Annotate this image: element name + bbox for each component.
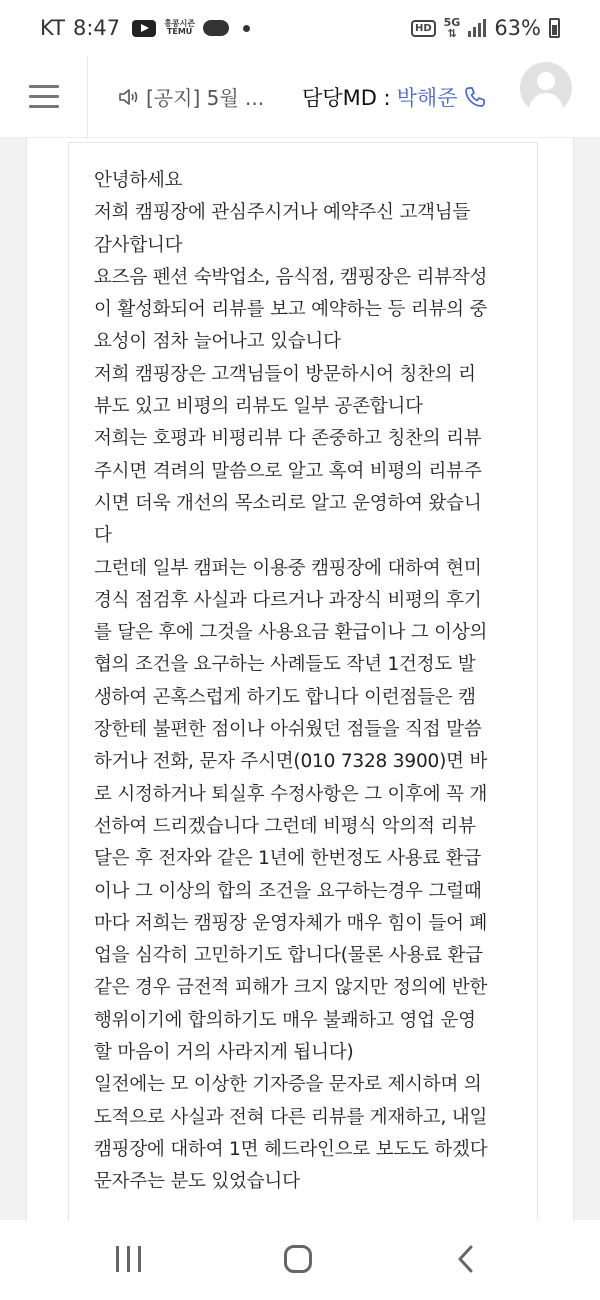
status-right [411,16,560,40]
hd-voice-icon: HD [411,20,436,37]
article-line: 뷰도 있고 비평의 리뷰도 일부 공존합니다 [94,396,423,418]
network-arrows-icon: ⇅ [447,27,457,40]
hamburger-menu-icon[interactable] [0,56,88,138]
article-line: 경식 점검후 사실과 다르거나 과장식 비평의 후기 [94,589,482,611]
temu-icon [164,20,195,36]
article-line: 마다 저희는 캠핑장 운영자체가 매우 힘이 들어 폐 [94,912,488,934]
article-line: 도적으로 사실과 전혀 다른 리뷰를 게재하고, 내일 [94,1106,488,1128]
article-line: 시면 더욱 개선의 목소리로 알고 운영하여 왔습니 [94,492,482,514]
md-name-link[interactable]: 박해준 [396,85,458,110]
article-line: 생하여 곤혹스럽게 하기도 합니다 이런점들은 캠 [94,686,476,708]
article-line: 선하여 드리겠습니다 그런데 비평식 악의적 리뷰 [94,815,476,837]
article-line: 문자주는 분도 있었습니다 [94,1171,300,1193]
carrier-label: KT [40,16,65,40]
article-body [94,165,514,1199]
network-type-label: 5G [443,16,461,29]
temu-icon-line1: 홍콩시즌 [164,19,196,28]
article-line: 같은 경우 금전적 피해가 크지 않지만 정의에 반한 [94,977,488,999]
phone-icon[interactable] [463,85,487,109]
article-line: 장한테 불편한 점이나 아쉬웠던 점들을 직접 말씀 [94,719,482,741]
home-icon[interactable] [284,1245,312,1273]
article-line: 감사합니다 [94,234,183,256]
article-line: 하거나 전화, 문자 주시면(010 7328 3900)면 바 [94,751,488,773]
network-5g-icon [444,17,461,39]
app-header [0,56,600,138]
article-line: 일전에는 모 이상한 기자증을 문자로 제시하며 의 [94,1074,482,1096]
article-line: 저희 캠핑장은 고객님들이 방문하시어 칭찬의 리 [94,363,476,385]
article-line: 요성이 점차 늘어나고 있습니다 [94,331,341,353]
back-icon[interactable] [456,1244,476,1274]
article-line: 저희 캠핑장에 관심주시거나 예약주신 고객님들 [94,202,471,224]
article-line: 요즈음 펜션 숙박업소, 음식점, 캠핑장은 리뷰작성 [94,266,488,288]
youtube-icon [132,20,156,37]
temu-icon-line2: TEMU [166,27,193,36]
speaker-icon [118,87,140,107]
article-line: 그런데 일부 캠퍼는 이용중 캠핑장에 대하여 현미 [94,557,482,579]
article-line: 로 시정하거나 퇴실후 수정사항은 그 이후에 꼭 개 [94,783,488,805]
more-notifications-icon [243,25,250,32]
article-line: 다 [94,525,112,547]
article-line: 달은 후 전자와 같은 1년에 한번정도 사용료 환급 [94,848,482,870]
article-line: 를 달은 후에 그것을 사용요금 환급이나 그 이상의 [94,622,488,644]
md-label: 담당MD : [302,85,391,110]
cloud-icon [203,20,229,36]
article-line: 이나 그 이상의 합의 조건을 요구하는경우 그럴때 [94,880,482,902]
article-line: 행위이기에 합의하기도 매우 불쾌하고 영업 운영 [94,1009,476,1031]
battery-percent: 63% [494,16,541,40]
notice-text: [공지] 5월 ... [146,86,265,110]
navigation-bar [0,1220,600,1300]
recent-apps-icon[interactable] [116,1246,141,1272]
user-avatar-icon[interactable] [520,62,572,114]
article-line: 할 마음이 거의 사라지게 됩니다) [94,1042,354,1064]
article-line: 저희는 호평과 비평리뷰 다 존중하고 칭찬의 리뷰 [94,428,482,450]
battery-icon [549,18,560,38]
md-contact [302,82,487,112]
article-line: 업을 심각히 고민하기도 합니다(물론 사용료 환급 [94,945,483,967]
signal-strength-icon [468,19,486,37]
status-left [40,16,250,40]
clock: 8:47 [72,16,121,40]
article-line: 주시면 격려의 말씀으로 알고 혹여 비평의 리뷰주 [94,460,482,482]
article-line: 캠핑장에 대하여 1면 헤드라인으로 보도도 하겠다 [94,1138,488,1160]
article-line: 이 활성화되어 리뷰를 보고 예약하는 등 리뷰의 중 [94,299,488,321]
status-bar [0,0,600,56]
notice-banner[interactable] [118,82,278,111]
article-line: 안녕하세요 [94,170,183,191]
article-line: 협의 조건을 요구하는 사례들도 작년 1건정도 발 [94,654,476,676]
